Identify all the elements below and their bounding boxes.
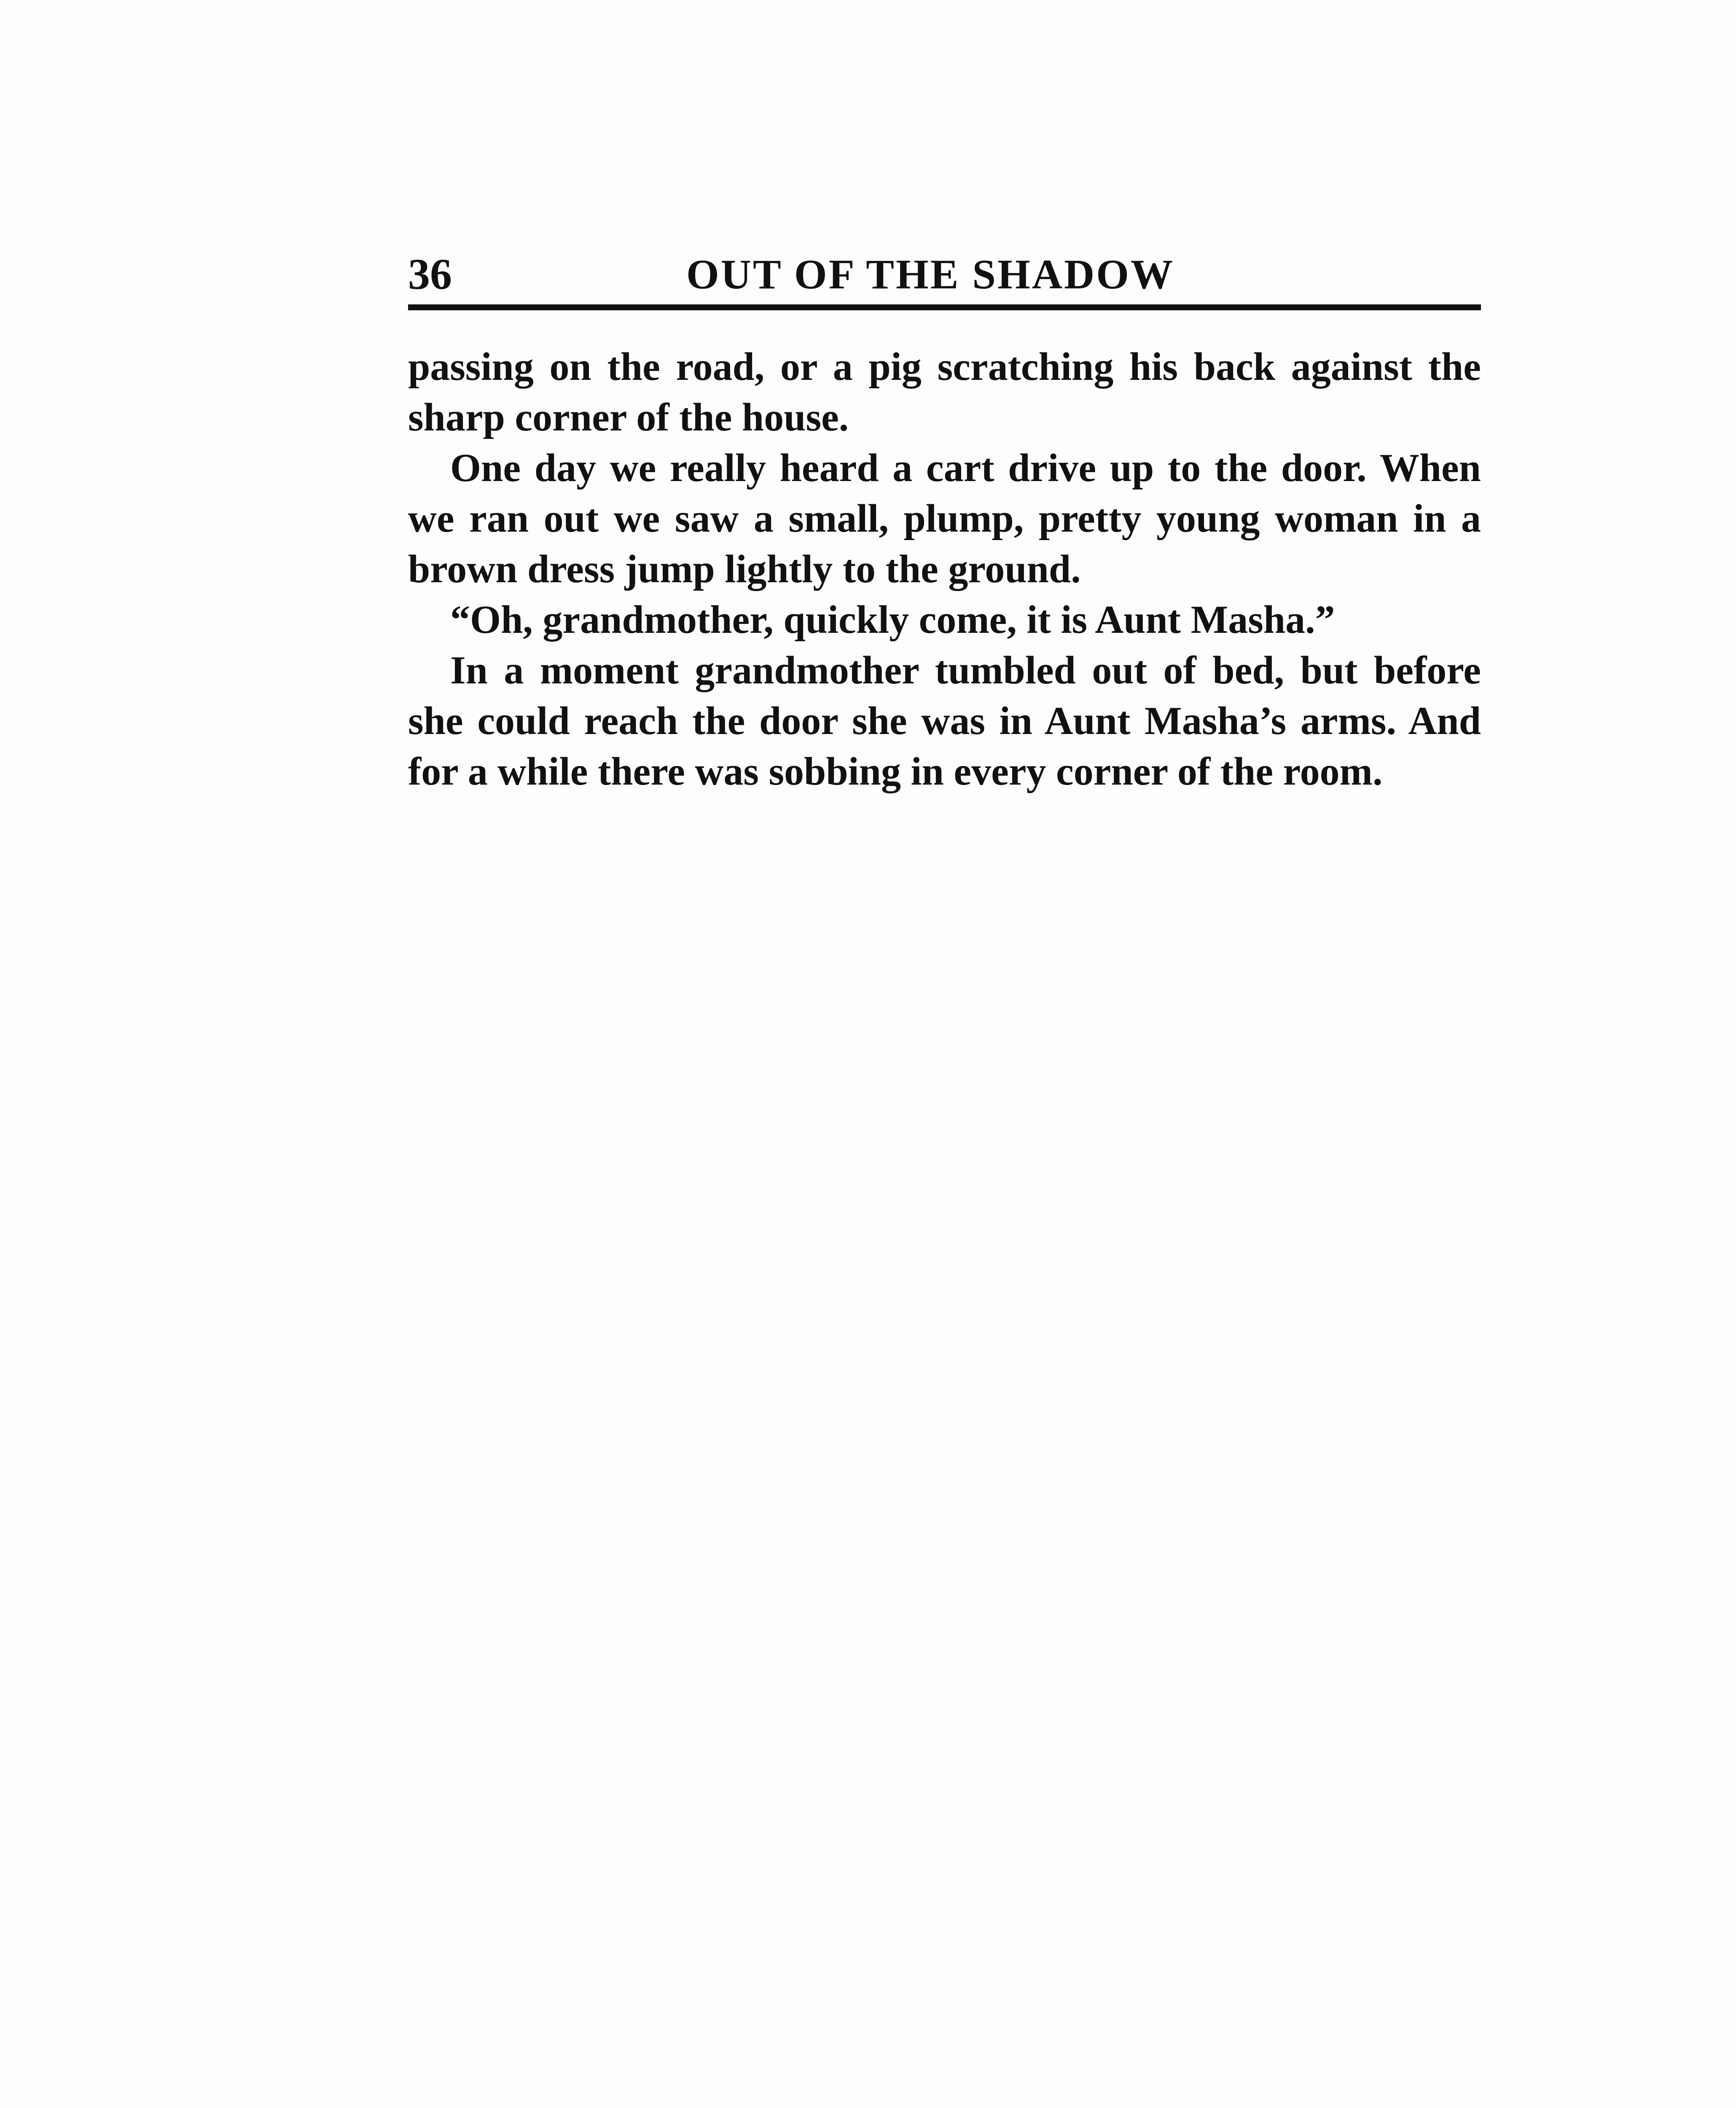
- paragraph: passing on the road, or a pig scratching his back against the sharp corner of the house.: [408, 345, 1481, 439]
- running-title: OUT OF THE SHADOW: [686, 251, 1175, 298]
- page-header: [408, 247, 1479, 310]
- body-text: [408, 341, 1481, 797]
- header-rule: [408, 304, 1481, 310]
- page-number: 36: [408, 250, 452, 298]
- paragraph: In a moment grandmother tumbled out of bed, but before she could reach the door she was in Aunt Masha’s arms. And for a while there was sobbing in every corner of the room.: [408, 648, 1481, 793]
- paragraph: One day we really heard a cart drive up to the door. When we ran out we saw a small, plump, pretty young woman in a brown dress jump lightly to the ground.: [408, 446, 1481, 591]
- paragraph: “Oh, grandmother, quickly come, it is Aunt Masha.”: [450, 598, 1335, 642]
